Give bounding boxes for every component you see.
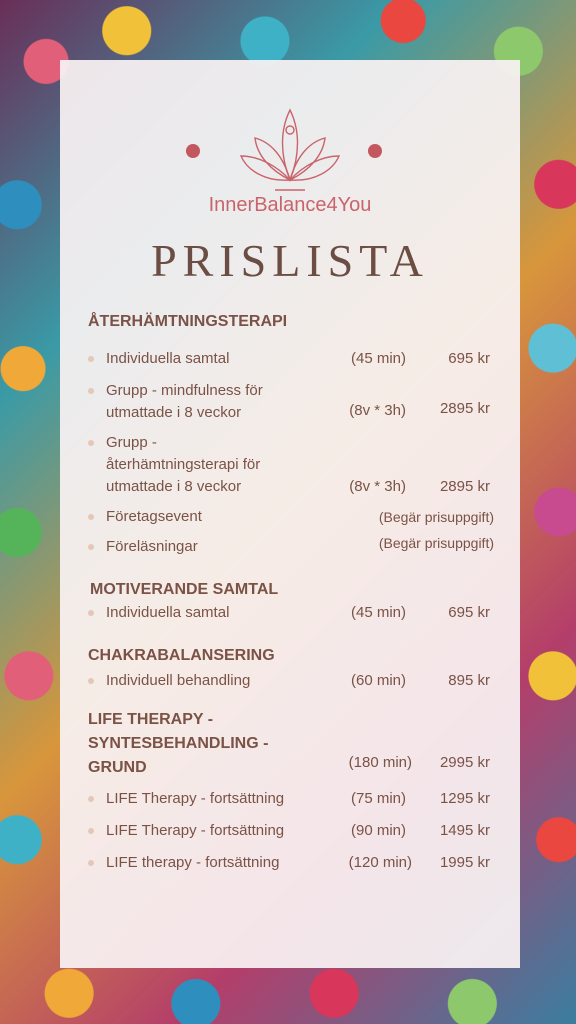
item-name: Företagsevent [106,508,202,525]
bullet-dot-icon [88,796,94,802]
price-row [88,380,508,426]
item-duration: (60 min) [350,672,406,689]
price-row [88,432,508,500]
price-row [88,536,508,560]
item-price: 2895 kr [439,400,490,417]
item-price: 2895 kr [439,478,490,495]
item-name: LIFE therapy - fortsättning [106,854,280,871]
lotus-logo-icon [60,100,520,200]
section-heading: ÅTERHÄMTNINGSTERAPI [88,313,288,330]
item-price: 2995 kr [439,754,490,771]
section-heading: CHAKRABALANSERING [88,647,275,664]
item-price: 695 kr [448,350,490,367]
price-row [88,506,508,530]
item-price-request: (Begär prisuppgift) [378,509,494,525]
section-heading-line: GRUND [88,759,147,776]
bullet-dot-icon [88,544,94,550]
item-price: 895 kr [448,672,490,689]
price-row [88,820,508,844]
item-name-line: utmattade i 8 veckor [106,478,242,495]
price-row [88,788,508,812]
item-price: 1295 kr [439,790,490,807]
item-price: 695 kr [448,604,490,621]
bullet-dot-icon [88,828,94,834]
item-duration: (120 min) [348,854,412,871]
bullet-dot-icon [88,388,94,394]
item-price: 1495 kr [439,822,490,839]
section-heading: MOTIVERANDE SAMTAL [90,581,279,598]
section-heading-line: LIFE THERAPY - [88,711,214,728]
item-name-line: Grupp - mindfulness för [106,382,263,399]
item-duration: (90 min) [350,822,406,839]
bullet-dot-icon [88,678,94,684]
section-heading-line: SYNTESBEHANDLING - [88,735,269,752]
price-row [88,852,508,876]
bullet-dot-icon [88,610,94,616]
item-name: Individuell behandling [106,672,251,689]
item-name: Föreläsningar [106,538,198,555]
price-row [88,348,508,372]
item-name-line: återhämtningsterapi för [106,456,261,473]
brand-name: InnerBalance4You [208,194,372,216]
bullet-dot-icon [88,514,94,520]
item-duration: (180 min) [348,754,412,771]
item-price: 1995 kr [439,854,490,871]
item-price-request: (Begär prisuppgift) [378,535,494,551]
item-name: Individuella samtal [106,350,230,367]
bullet-dot-icon [88,356,94,362]
item-name: LIFE Therapy - fortsättning [106,822,285,839]
item-name: LIFE Therapy - fortsättning [106,790,285,807]
price-row [88,670,508,694]
decorative-dot-right [368,144,382,158]
item-name-line: utmattade i 8 veckor [106,404,242,421]
item-name-line: Grupp - [106,434,157,451]
decorative-dot-left [186,144,200,158]
page-title: PRISLISTA [151,235,429,286]
item-duration: (45 min) [350,604,406,621]
price-row [88,602,508,626]
price-row [88,752,508,776]
price-list-card [60,60,520,968]
item-name: Individuella samtal [106,604,230,621]
item-duration: (75 min) [350,790,406,807]
bullet-dot-icon [88,860,94,866]
item-duration: (8v * 3h) [349,402,406,419]
item-duration: (8v * 3h) [349,478,406,495]
bullet-dot-icon [88,440,94,446]
item-duration: (45 min) [350,350,406,367]
